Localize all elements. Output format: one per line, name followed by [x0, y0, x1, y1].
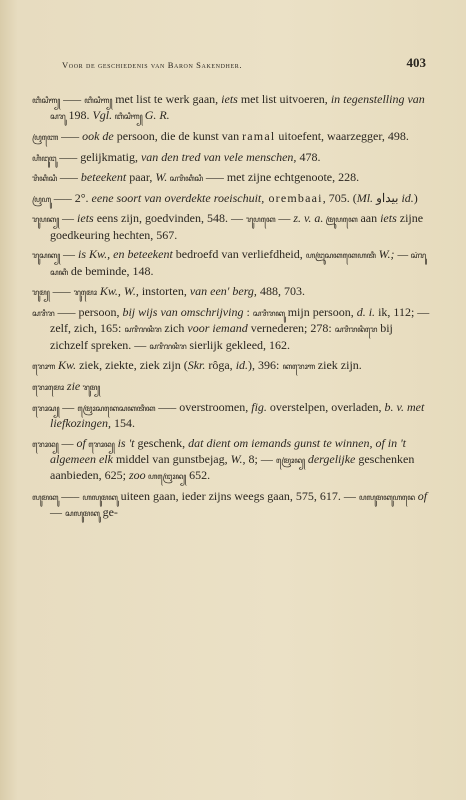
javanese-term: ꦫꦺꦴꦱ꧀ — [32, 403, 60, 413]
entry-text: met list te werk gaan, — [112, 92, 222, 106]
javanese-term: ꦥꦿꦲꦸ — [32, 194, 51, 204]
javanese-term: ꦱꦭꦸꦩꦏꦸ — [65, 509, 100, 519]
entry-text: ik, 112; — zelf, zich, 165: — [50, 304, 430, 336]
javanese-term: ꦫꦸꦥꦏ꧀ — [32, 215, 60, 225]
entry-text: is Kw., en beteekent — [78, 247, 173, 262]
entry-text: — — [275, 211, 294, 226]
entry-text: ), 396: — [248, 358, 283, 373]
entry-text: —– 2°. — [50, 190, 92, 205]
entry-text: persoon, die de kunst van — [113, 129, 243, 143]
entry-text: 154. — [110, 415, 135, 430]
javanese-term: ꦲꦔꦿꦺꦴꦤ꧀ — [145, 472, 187, 482]
entry-text: geschenk, — [134, 435, 189, 450]
dictionary-entry — [32, 191, 430, 207]
entry-text: , 705. ( — [322, 190, 357, 205]
dictionary-entry — [32, 284, 430, 300]
entry-text: bij zichzelf spreken. — — [50, 321, 393, 352]
entry-text: dat dient om iemands gunst te winnen, of in 't algemeen elk — [50, 435, 407, 466]
javanese-term: ꦥꦿꦚꦺ — [32, 133, 59, 142]
entry-text: —– overstroomen, — [155, 399, 252, 414]
entry-text: zich — [161, 321, 188, 336]
javanese-term: ꦲꦭꦸꦩꦏꦸ — [82, 492, 118, 502]
entry-text: Kw., W., — [96, 284, 139, 299]
entry-text: de beminde, 148. — [67, 263, 154, 278]
entry-text: iets — [221, 92, 238, 106]
entry-text: orembaai — [264, 190, 323, 205]
javanese-term: ꦫꦸꦩ꧀ — [32, 288, 50, 298]
dictionary-entry — [32, 305, 430, 354]
entry-text: uiteen gaan, ieder zijns weegs gaan, 575, 617. — — [117, 488, 359, 503]
entry-text: ziek zijn. — [314, 358, 362, 373]
javanese-term: ꦱꦫꦶꦫꦏꦸ — [252, 308, 285, 318]
entry-text: —– — [49, 284, 74, 299]
javanese-term: ꦲꦔꦿꦸꦱꦏꦏꦺꦲꦠꦶ — [305, 251, 376, 261]
javanese-term: ꦭꦸꦩꦏꦸ — [32, 492, 59, 502]
entry-text: voor iemand — [187, 321, 248, 336]
entry-text: —– met zijne echtgenoote, 228. — [202, 170, 360, 185]
entry-text: — — [60, 247, 79, 262]
entry-text: — — [59, 211, 78, 226]
entry-text: d. i. — [356, 304, 376, 319]
entry-text: eene soort van overdekte roeischuit, — [91, 190, 265, 205]
javanese-term: ꦧꦶꦱꦶꦒ꧀ — [32, 96, 61, 105]
javanese-term: ꦱꦁꦫꦸꦱꦏꦶ — [50, 251, 426, 277]
javanese-term: ꦥꦭꦸꦩꦏꦸꦲꦤꦺ — [358, 492, 415, 502]
entry-text: middel van gunstbejag, — [112, 451, 231, 466]
page-number: 403 — [406, 55, 426, 70]
entry-text: ramal — [242, 129, 276, 143]
entry-text: is 't — [114, 435, 135, 450]
entry-text: —– persoon, — [54, 304, 123, 319]
entry-text: aan — [357, 211, 381, 226]
entry-text: —– — [58, 129, 83, 143]
javanese-term: ꦩꦿꦺꦴꦱꦏꦺꦱꦏꦠꦶꦏ — [77, 403, 156, 413]
entry-text: 488, 703. — [256, 284, 305, 299]
entry-text: bedroefd van verliefdheid, — [172, 247, 306, 262]
javanese-term: ꦫꦺꦴꦒ — [32, 362, 55, 372]
javanese-term: ꦱꦫꦶꦫꦤꦶꦫ — [149, 341, 187, 351]
entry-text: id. — [235, 358, 249, 373]
entry-text: b. v. met liefkozingen, — [50, 399, 425, 430]
javanese-term: ꦱꦫꦶꦫ — [32, 308, 55, 318]
entry-text: —– — [60, 92, 85, 106]
javanese-term: ꦫꦸꦩ꧀ — [80, 382, 101, 392]
entry-text: zoo — [128, 468, 146, 483]
entry-text: sierlijk gekleed, 162. — [186, 337, 291, 352]
javanese-term: ꦫꦺꦴꦤ꧀ — [85, 439, 115, 449]
entry-text: : — [243, 304, 253, 319]
entry-text: instorten, — [138, 284, 190, 299]
entry-text: in tegenstelling van — [330, 92, 425, 106]
entry-text: mijn persoon, — [284, 304, 357, 319]
entry-text: zie — [63, 378, 81, 393]
entry-text: W.; — — [375, 247, 409, 262]
entry-text: ge- — [99, 505, 118, 520]
dictionary-entry — [32, 150, 430, 166]
entry-text: van den tred van vele menschen, — [140, 149, 297, 164]
entry-text: vernederen; 278: — [247, 321, 335, 336]
dictionary-entry — [32, 489, 430, 522]
dictionary-entry — [32, 379, 430, 395]
entry-text: —– — [58, 488, 83, 503]
javanese-term: ꦫꦸꦥꦏꦺ — [246, 215, 276, 225]
entry-text: of — [76, 435, 86, 450]
dictionary-entry — [32, 92, 430, 125]
javanese-term: ꦫꦸꦱꦏ꧀ — [32, 251, 61, 261]
javanese-term: ꦧꦶꦱꦶꦒ꧀ — [84, 96, 113, 105]
dictionary-entry — [32, 129, 430, 145]
entry-text: — — [58, 435, 77, 450]
javanese-term: ꦲꦶꦔꦸꦔꦸ — [32, 153, 57, 163]
entry-text: met list uitvoeren, — [237, 92, 331, 106]
dictionary-entry — [32, 211, 430, 243]
javanese-term: ꦱꦫꦸ — [50, 112, 66, 122]
javanese-term: ꦫꦶꦏꦶꦱꦶ — [32, 174, 57, 184]
dictionary-entry — [32, 247, 430, 280]
entry-text: ) — [413, 190, 418, 205]
entry-text: uitoefent, waarzegger, 498. — [275, 129, 409, 143]
entry-text: بيداو — [373, 190, 402, 205]
entry-text: ziek, ziekte, ziek zijn ( — [76, 358, 188, 373]
entry-text: G. R. — [144, 108, 170, 123]
entry-text: iets — [380, 211, 397, 226]
entry-text: zijne goedkeuring hechten, 567. — [50, 211, 424, 242]
entry-text: Vgl. — [92, 108, 113, 123]
entry-text: paar, — [126, 170, 156, 185]
entry-text: ook de — [82, 129, 114, 143]
javanese-term: ꦩꦿꦸꦥꦏꦺ — [323, 215, 358, 225]
entry-text: rôga, — [205, 358, 236, 373]
dictionary-entry — [32, 358, 430, 374]
entry-text: — — [50, 505, 65, 520]
entry-text: z. v. a. — [293, 211, 324, 226]
javanese-term: ꦩꦿꦺꦴꦤ꧀ — [275, 455, 305, 465]
entry-text: 8; — — [245, 451, 276, 466]
javanese-term: ꦫꦺꦴꦩꦺꦴ — [32, 382, 64, 392]
entry-text: overstelpen, overladen, — [266, 399, 385, 414]
entry-text: eens zijn, goedvinden, 548. — — [93, 211, 247, 226]
entry-text: Ml. — [356, 190, 374, 205]
entry-text: iets — [77, 211, 94, 226]
dictionary-entry — [32, 436, 430, 485]
entry-text: bij wijs van omschrijving — [122, 304, 244, 319]
entry-text: —– gelijkmatig, — [56, 149, 141, 164]
entry-text: van een' berg, — [189, 284, 257, 299]
entry-text: beteekent — [80, 170, 127, 185]
entry-text: dergelijke — [304, 451, 356, 466]
javanese-term: ꦱꦫꦶꦏꦶꦱꦶ — [167, 174, 203, 184]
javanese-term: ꦫꦺꦴꦤ꧀ — [32, 439, 59, 449]
entry-text: id. — [401, 190, 414, 205]
dictionary-entry — [32, 400, 430, 432]
entry-text: Skr. — [187, 358, 206, 373]
javanese-term: ꦏꦫꦺꦴꦒ — [282, 362, 315, 372]
javanese-term: ꦫꦸꦩꦺꦴ — [73, 288, 97, 298]
entry-text: of — [414, 488, 428, 503]
dictionary-entry — [32, 170, 430, 186]
javanese-term: ꦱꦫꦶꦫꦤꦶꦫꦺ — [334, 325, 378, 335]
entry-text: W. — [155, 170, 168, 185]
entry-text: —– — [56, 170, 81, 185]
entry-text: 478. — [296, 149, 321, 164]
javanese-term: ꦧꦶꦱꦶꦒ꧀ — [112, 112, 145, 122]
entry-text: W., — [230, 451, 246, 466]
entry-text: — — [59, 399, 78, 414]
entry-text: fig. — [251, 399, 267, 414]
entry-text: 198. — [65, 108, 93, 123]
entry-text: geschenken aanbieden, 625; — [50, 451, 415, 483]
entry-text: 652. — [186, 468, 211, 483]
javanese-term: ꦱꦫꦶꦫꦤꦶꦫ — [124, 325, 162, 335]
dictionary-entries — [32, 92, 430, 526]
entry-text: Kw. — [54, 358, 77, 373]
running-header: Voor de geschiedenis van Baron Sakendher. — [62, 60, 243, 70]
